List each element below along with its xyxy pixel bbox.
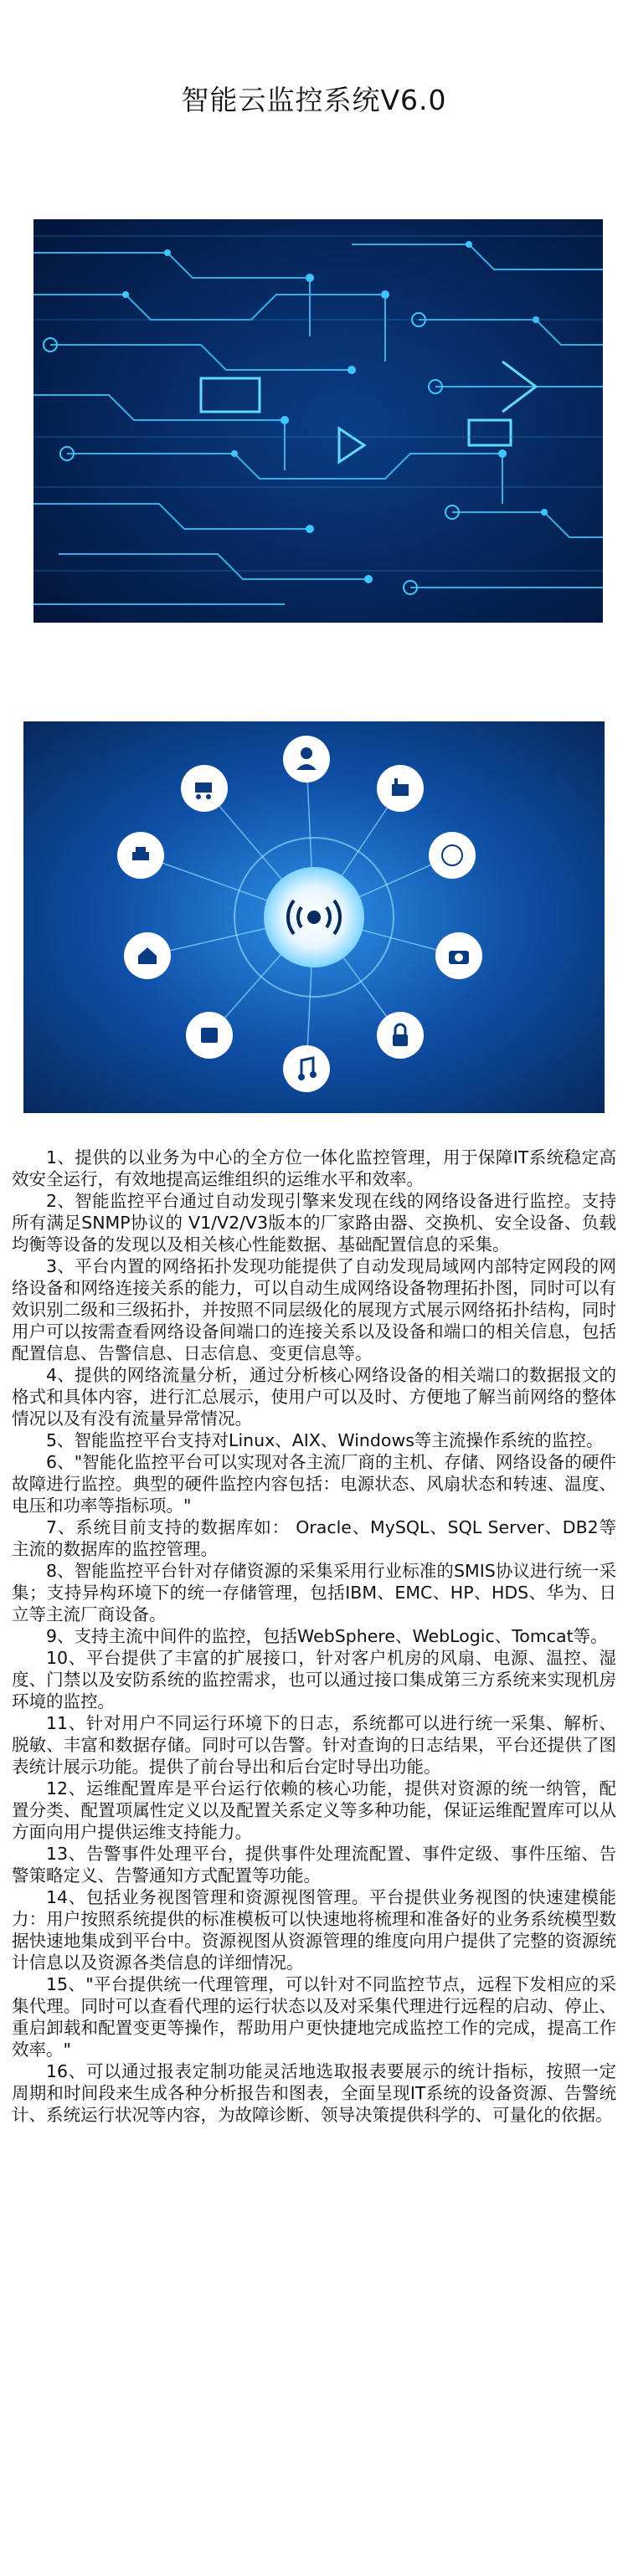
page-title: 智能云监控系统V6.0: [181, 84, 447, 116]
feature-paragraph: 9、支持主流中间件的监控，包括WebSphere、WebLogic、Tomcat等。: [46, 1626, 608, 1646]
feature-paragraph: 11、针对用户不同运行环境下的日志，系统都可以进行统一采集、解析、脱敏、丰富和数据存储。同时可以告警。针对查询的日志结果，平台还提供了图表统计展示功能。提供了前台导出和后台定时导出功能。: [12, 1713, 616, 1777]
feature-paragraph: 14、包括业务视图管理和资源视图管理。平台提供业务视图的快速建模能力：用户按照系统提供的标准模板可以快速地将梳理和准备好的业务系统模型数据快速地集成到平台中。资源视图从资源管理的维度向用户提供了完整的资源统计信息以及资源各类信息的详细情况。: [12, 1887, 616, 1973]
feature-paragraph: 3、平台内置的网络拓扑发现功能提供了自动发现局域网内部特定网段的网络设备和网络连接关系的能力，可以自动生成网络设备物理拓扑图，同时可以有效识别二级和三级拓扑，并按照不同层级化的展现方式展示网络拓扑结构，同时用户可以按需查看网络设备间端口的连接关系以及设备和端口的相关信息，包括配置信息、告警信息、日志信息、变更信息等。: [12, 1256, 616, 1363]
network-hub-illustration: [23, 721, 605, 1113]
feature-paragraph: 10、平台提供了丰富的扩展接口，针对客户机房的风扇、电源、温控、湿度、门禁以及安防系统的监控需求，也可以通过接口集成第三方系统来实现机房环境的监控。: [12, 1648, 616, 1711]
circuit-board-illustration: [33, 219, 603, 623]
feature-paragraph: 12、运维配置库是平台运行依赖的核心功能，提供对资源的统一纳管，配置分类、配置项属性定义以及配置关系定义等多种功能，保证运维配置库可以从方面向用户提供运维支持能力。: [12, 1778, 616, 1842]
network-hub-image: [23, 721, 605, 1113]
feature-paragraph: 16、可以通过报表定制功能灵活地选取报表要展示的统计指标，按照一定周期和时间段来生成各种分析报告和图表，全面呈现IT系统的设备资源、告警统计、系统运行状况等内容，为故障诊断、领导决策提供科学的、可量化的依据。: [12, 2061, 616, 2125]
feature-paragraph: 6、"智能化监控平台可以实现对各主流厂商的主机、存储、网络设备的硬件故障进行监控。典型的硬件监控内容包括：电源状态、风扇状态和转速、温度、电压和功率等指标项。": [12, 1452, 616, 1516]
feature-list: [12, 1147, 616, 2126]
feature-paragraph: 7、系统目前支持的数据库如： Oracle、MySQL、SQL Server、DB2等主流的数据库的监控管理。: [12, 1517, 616, 1559]
feature-paragraph: 4、提供的网络流量分析，通过分析核心网络设备的相关端口的数据报文的格式和具体内容，进行汇总展示，使用户可以及时、方便地了解当前网络的整体情况以及有没有流量异常情况。: [12, 1365, 616, 1429]
feature-paragraph: 2、智能监控平台通过自动发现引擎来发现在线的网络设备进行监控。支持所有满足SNMP协议的 V1/V2/V3版本的厂家路由器、交换机、安全设备、负载均衡等设备的发现以及相关核心性能数据、基础配置信息的采集。: [12, 1191, 616, 1255]
circuit-board-image: [33, 219, 603, 623]
feature-paragraph: 15、"平台提供统一代理管理，可以针对不同监控节点，远程下发相应的采集代理。同时可以查看代理的运行状态以及对采集代理进行远程的启动、停止、重启卸载和配置变更等操作，帮助用户更快捷地完成监控工作的完成，提高工作效率。": [12, 1974, 616, 2060]
feature-paragraph: 1、提供的以业务为中心的全方位一体化监控管理，用于保障IT系统稳定高效安全运行，有效地提高运维组织的运维水平和效率。: [12, 1147, 616, 1189]
feature-paragraph: 5、智能监控平台支持对Linux、AIX、Windows等主流操作系统的监控。: [46, 1430, 604, 1450]
feature-paragraph: 13、告警事件处理平台，提供事件处理流配置、事件定级、事件压缩、告警策略定义、告警通知方式配置等功能。: [12, 1844, 616, 1886]
feature-paragraph: 8、智能监控平台针对存储资源的采集采用行业标准的SMIS协议进行统一采集；支持异构环境下的统一存储管理，包括IBM、EMC、HP、HDS、华为、日立等主流厂商设备。: [12, 1561, 616, 1624]
